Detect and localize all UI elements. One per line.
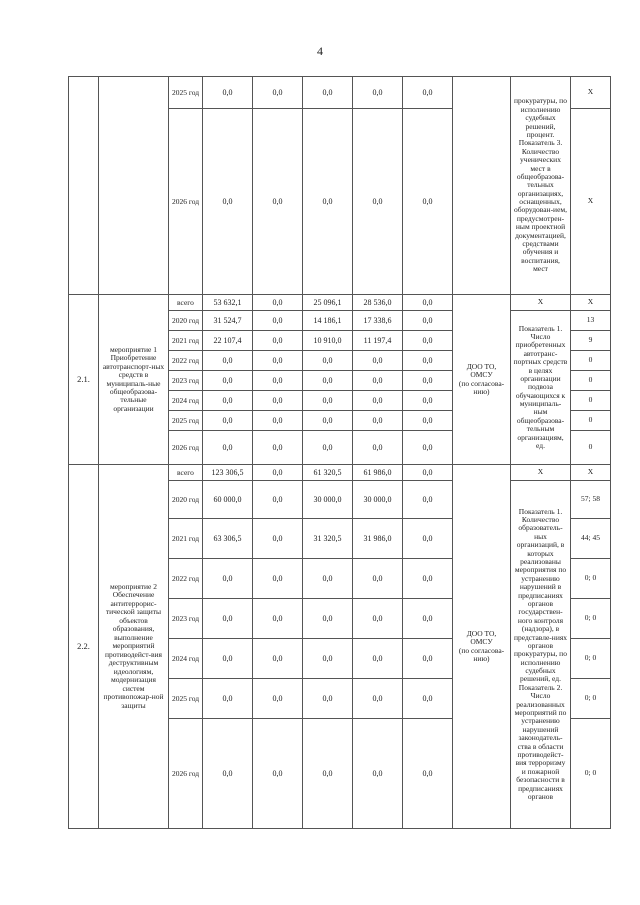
- target-cell: 57; 58: [571, 481, 611, 519]
- value-cell: 0,0: [253, 391, 303, 411]
- executor-note: (по согласова-нию): [458, 645, 505, 663]
- value-cell: 11 197,4: [353, 331, 403, 351]
- value-cell: 0,0: [403, 295, 453, 311]
- table-row: [69, 295, 611, 311]
- year-cell: 2025 год: [169, 679, 203, 719]
- value-cell: 0,0: [353, 599, 403, 639]
- value-cell: 0,0: [203, 719, 253, 829]
- value-cell: 0,0: [353, 391, 403, 411]
- value-cell: 61 986,0: [353, 465, 403, 481]
- value-cell: 61 320,5: [303, 465, 353, 481]
- item-name: мероприятие 1 Приобретение автотранспорт-ных средств в муниципаль-ные общеобразова-тельные организации: [99, 295, 169, 465]
- value-cell: 0,0: [353, 639, 403, 679]
- indicator-cell: Показатель 1. Число приобретенных автотранс-портных средств в целях организации подвоза обучающихся к муниципаль-ным общеобразова-тельным организациям, ед.: [511, 311, 571, 465]
- value-cell: 0,0: [353, 719, 403, 829]
- value-cell: 0,0: [253, 719, 303, 829]
- page-number: 4: [317, 44, 323, 58]
- value-cell: 0,0: [303, 639, 353, 679]
- year-cell: 2025 год: [169, 77, 203, 109]
- indicator-cell: прокуратуры, по исполнению судебных решений, процент. Показатель 3. Количество ученических мест в общеобразова-тельных организациях, оснащенных, оборудован-ием, предусмотрен-ным проектной документацией, средствами обучения и воспитания, мест: [511, 77, 571, 295]
- value-cell: 0,0: [253, 295, 303, 311]
- value-cell: 0,0: [403, 109, 453, 295]
- value-cell: 0,0: [253, 109, 303, 295]
- value-cell: 0,0: [203, 431, 253, 465]
- value-cell: 31 524,7: [203, 311, 253, 331]
- indicator-cell: Показатель 1. Количество образователь-ных организаций, в которых реализованы мероприятия по устранению нарушений в предписаниях органов государствен-ного контроля (надзора), в представле-ниях органов прокуратуры, по исполнению судебных решений, ед. Показатель 2. Число реализованных мероприятий по устранению нарушений законодатель-ства в области противодейст-вия терроризму и пожарной безопасности в предписаниях органов: [511, 481, 571, 829]
- value-cell: 22 107,4: [203, 331, 253, 351]
- value-cell: 0,0: [253, 481, 303, 519]
- section-top: [69, 77, 611, 295]
- target-cell: X: [571, 295, 611, 311]
- value-cell: 0,0: [403, 679, 453, 719]
- value-cell: 0,0: [253, 519, 303, 559]
- value-cell: 0,0: [403, 639, 453, 679]
- target-cell: 0: [571, 391, 611, 411]
- value-cell: 63 306,5: [203, 519, 253, 559]
- year-cell: 2026 год: [169, 109, 203, 295]
- section-2-2: [69, 465, 611, 829]
- value-cell: 0,0: [403, 311, 453, 331]
- item-name: мероприятие 2 Обеспечение антитеррорис-тической защиты объектов образования, выполнение мероприятий противодейст-вия деструктивным идеологиям, модернизация систем противопожар-ной защиты: [99, 465, 169, 829]
- year-cell: 2026 год: [169, 431, 203, 465]
- target-cell: 0: [571, 431, 611, 465]
- year-cell: 2024 год: [169, 391, 203, 411]
- executor-note: (по согласова-нию): [458, 378, 505, 396]
- target-cell: 0; 0: [571, 639, 611, 679]
- year-cell: 2022 год: [169, 351, 203, 371]
- value-cell: 0,0: [253, 77, 303, 109]
- year-cell: всего: [169, 295, 203, 311]
- year-cell: 2024 год: [169, 639, 203, 679]
- value-cell: 0,0: [403, 431, 453, 465]
- value-cell: 0,0: [403, 559, 453, 599]
- value-cell: 0,0: [253, 311, 303, 331]
- target-cell: 9: [571, 331, 611, 351]
- value-cell: 0,0: [403, 719, 453, 829]
- value-cell: 0,0: [253, 411, 303, 431]
- value-cell: 0,0: [303, 371, 353, 391]
- value-cell: 0,0: [253, 599, 303, 639]
- table-row: [69, 77, 611, 109]
- value-cell: 0,0: [303, 77, 353, 109]
- target-cell: 0: [571, 351, 611, 371]
- target-cell: 0; 0: [571, 559, 611, 599]
- value-cell: 0,0: [253, 431, 303, 465]
- value-cell: 0,0: [403, 411, 453, 431]
- target-cell: 13: [571, 311, 611, 331]
- value-cell: 0,0: [403, 351, 453, 371]
- x-mark-cell: X: [511, 295, 571, 311]
- budget-table: [68, 76, 611, 829]
- value-cell: 0,0: [353, 109, 403, 295]
- value-cell: 0,0: [203, 109, 253, 295]
- value-cell: 25 096,1: [303, 295, 353, 311]
- year-cell: 2023 год: [169, 371, 203, 391]
- value-cell: 0,0: [253, 371, 303, 391]
- target-cell: 44; 45: [571, 519, 611, 559]
- value-cell: 30 000,0: [353, 481, 403, 519]
- value-cell: 30 000,0: [303, 481, 353, 519]
- executor-cell: [453, 295, 511, 465]
- value-cell: 17 338,6: [353, 311, 403, 331]
- year-cell: 2026 год: [169, 719, 203, 829]
- value-cell: 0,0: [303, 559, 353, 599]
- x-mark-cell: X: [511, 465, 571, 481]
- value-cell: 0,0: [303, 351, 353, 371]
- value-cell: 0,0: [253, 465, 303, 481]
- value-cell: 0,0: [203, 77, 253, 109]
- value-cell: 0,0: [203, 351, 253, 371]
- value-cell: 0,0: [353, 431, 403, 465]
- value-cell: 0,0: [303, 679, 353, 719]
- value-cell: 0,0: [303, 599, 353, 639]
- value-cell: 0,0: [353, 411, 403, 431]
- value-cell: 0,0: [403, 599, 453, 639]
- table-row: [69, 465, 611, 481]
- year-cell: 2020 год: [169, 481, 203, 519]
- value-cell: 0,0: [303, 431, 353, 465]
- value-cell: 0,0: [203, 679, 253, 719]
- executor-name: ДОО ТО, ОМСУ: [466, 361, 497, 380]
- value-cell: 0,0: [303, 391, 353, 411]
- year-cell: 2021 год: [169, 331, 203, 351]
- value-cell: 0,0: [253, 639, 303, 679]
- executor-cell: [453, 77, 511, 295]
- value-cell: 0,0: [403, 481, 453, 519]
- target-cell: 0; 0: [571, 599, 611, 639]
- year-cell: 2022 год: [169, 559, 203, 599]
- value-cell: 0,0: [353, 559, 403, 599]
- value-cell: 0,0: [203, 599, 253, 639]
- value-cell: 0,0: [253, 679, 303, 719]
- value-cell: 14 186,1: [303, 311, 353, 331]
- value-cell: 60 000,0: [203, 481, 253, 519]
- value-cell: 0,0: [403, 519, 453, 559]
- value-cell: 0,0: [203, 371, 253, 391]
- name-cell: [99, 77, 169, 295]
- target-cell: 0; 0: [571, 679, 611, 719]
- value-cell: 0,0: [203, 639, 253, 679]
- value-cell: 28 536,0: [353, 295, 403, 311]
- value-cell: 0,0: [353, 371, 403, 391]
- value-cell: 123 306,5: [203, 465, 253, 481]
- value-cell: 10 910,0: [303, 331, 353, 351]
- value-cell: 0,0: [253, 331, 303, 351]
- value-cell: 0,0: [353, 77, 403, 109]
- value-cell: 0,0: [303, 719, 353, 829]
- value-cell: 0,0: [353, 679, 403, 719]
- executor-name: ДОО ТО, ОМСУ: [466, 628, 497, 647]
- value-cell: 0,0: [253, 351, 303, 371]
- value-cell: 0,0: [203, 411, 253, 431]
- item-number: 2.2.: [69, 465, 99, 829]
- value-cell: 0,0: [403, 77, 453, 109]
- value-cell: 0,0: [403, 465, 453, 481]
- value-cell: 31 320,5: [303, 519, 353, 559]
- value-cell: 0,0: [353, 351, 403, 371]
- value-cell: 0,0: [203, 559, 253, 599]
- item-number: 2.1.: [69, 295, 99, 465]
- value-cell: 0,0: [303, 411, 353, 431]
- value-cell: 0,0: [403, 331, 453, 351]
- value-cell: 0,0: [403, 371, 453, 391]
- year-cell: всего: [169, 465, 203, 481]
- value-cell: 0,0: [303, 109, 353, 295]
- year-cell: 2020 год: [169, 311, 203, 331]
- target-cell: 0: [571, 371, 611, 391]
- value-cell: 31 986,0: [353, 519, 403, 559]
- year-cell: 2023 год: [169, 599, 203, 639]
- num-cell: [69, 77, 99, 295]
- executor-cell: [453, 465, 511, 829]
- target-cell: 0: [571, 411, 611, 431]
- value-cell: 0,0: [253, 559, 303, 599]
- year-cell: 2021 год: [169, 519, 203, 559]
- target-cell: 0; 0: [571, 719, 611, 829]
- year-cell: 2025 год: [169, 411, 203, 431]
- target-cell: X: [571, 465, 611, 481]
- value-cell: 0,0: [203, 391, 253, 411]
- value-cell: 0,0: [403, 391, 453, 411]
- target-cell: X: [571, 109, 611, 295]
- target-cell: X: [571, 77, 611, 109]
- section-2-1: [69, 295, 611, 465]
- value-cell: 53 632,1: [203, 295, 253, 311]
